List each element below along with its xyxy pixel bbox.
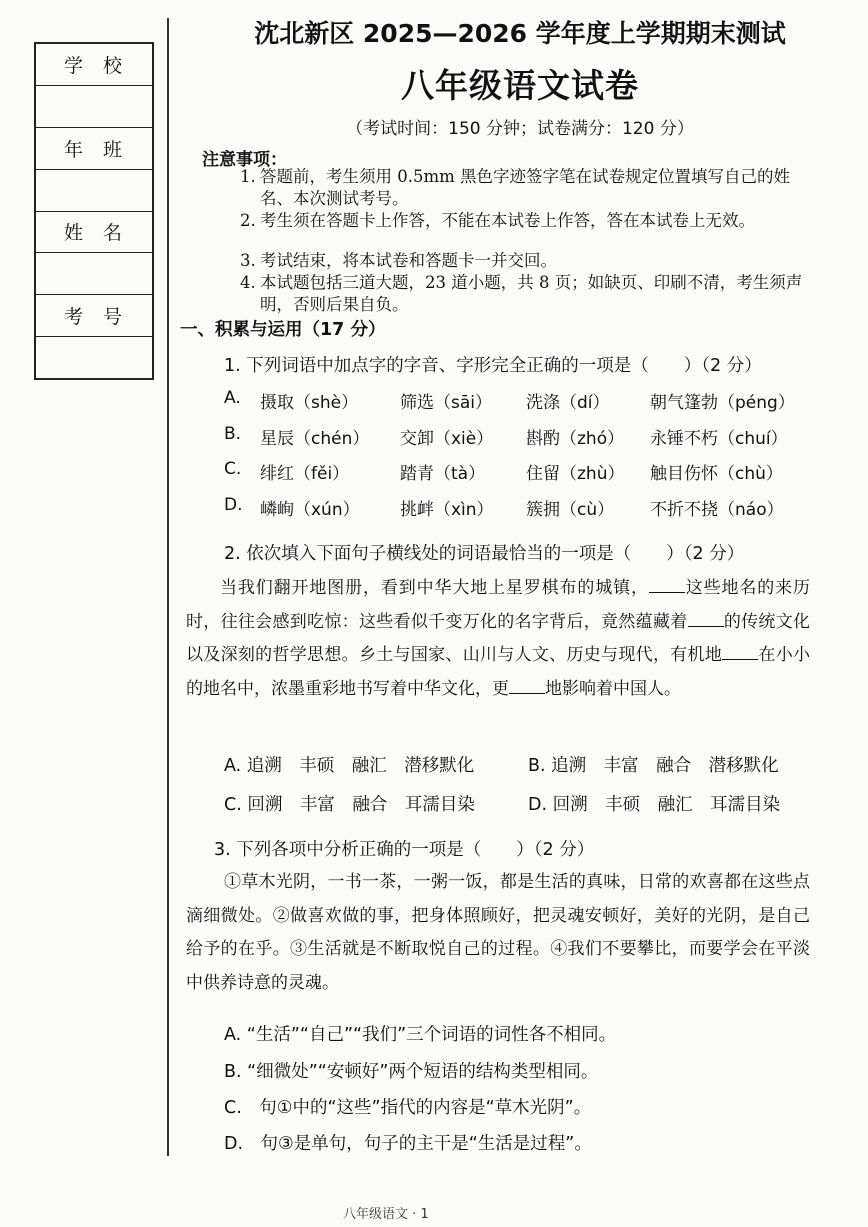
q2-option-b: B. 追溯 丰富 融合 潜移默化: [528, 756, 779, 776]
q3-option-a: A. “生活”“自己”“我们”三个词语的词性各不相同。: [224, 1025, 617, 1045]
fill-blank: [509, 679, 545, 694]
question-3-stem: 3. 下列各项中分析正确的一项是（ ）（2 分）: [214, 840, 595, 860]
class-label: 年班: [36, 128, 152, 170]
question-1-stem: 1. 下列词语中加点字的字音、字形完全正确的一项是（ ）（2 分）: [224, 356, 762, 376]
binding-line: [167, 18, 169, 1156]
q2-option-a: A. 追溯 丰硕 融汇 潜移默化: [224, 756, 475, 776]
notice-title: 注意事项：: [202, 150, 287, 170]
exam-info: （考试时间：150 分钟；试卷满分：120 分）: [346, 119, 694, 139]
notice-item: 2. 考生须在答题卡上作答，不能在本试卷上作答，答在本试卷上无效。: [240, 211, 755, 230]
page-footer: 八年级语文 · 1: [343, 1207, 429, 1222]
class-field[interactable]: [36, 170, 152, 212]
q2-option-d: D. 回溯 丰硕 融汇 耳濡目染: [528, 795, 781, 815]
number-field[interactable]: [36, 337, 152, 378]
q2-option-c: C. 回溯 丰富 融合 耳濡目染: [224, 795, 475, 815]
school-field[interactable]: [36, 86, 152, 128]
notice-item: 1. 答题前，考生须用 0.5mm 黑色字迹签字笔在试卷规定位置填写自己的姓名、本次测试考号。: [240, 167, 791, 208]
student-info-box: [34, 42, 154, 380]
q3-option-b: B. “细微处”“安顿好”两个短语的结构类型相同。: [224, 1062, 599, 1082]
section-heading: 一、积累与运用（17 分）: [180, 320, 386, 340]
fill-blank: [649, 578, 685, 593]
notice-item: 3. 考试结束，将本试卷和答题卡一并交回。: [240, 251, 557, 270]
q3-option-d: D. 句③是单句，句子的主干是“生活是过程”。: [224, 1134, 592, 1154]
school-label: 学校: [36, 44, 152, 86]
name-field[interactable]: [36, 253, 152, 295]
question-3-passage: ①草木光阴，一书一茶，一粥一饭，都是生活的真味，日常的欢喜都在这些点滴细微处。②做喜欢做的事，把身体照顾好，把灵魂安顿好，美好的光阴，是自己给予的在乎。③生活就是不断取悦自己的过程。④我们不要攀比，而要学会在平淡中供养诗意的灵魂。: [186, 872, 810, 993]
q3-option-c: C. 句①中的“这些”指代的内容是“草木光阴”。: [224, 1098, 592, 1118]
notice-item: 4. 本试题包括三道大题，23 道小题，共 8 页；如缺页、印刷不清，考生须声明，否则后果自负。: [240, 273, 803, 314]
fill-blank: [722, 645, 758, 660]
fill-blank: [688, 612, 724, 627]
number-label: 考号: [36, 295, 152, 337]
question-2-passage: 当我们翻开地图册，看到中华大地上星罗棋布的城镇， 这些地名的来历时，往往会感到吃惊：这些看似千变万化的名字背后，竟然蕴藏着 的传统文化以及深刻的哲学思想。乡土与国家、山川与人文、历史与现代，有机地 在小小的地名中，浓墨重彩地书写着中华文化，更 地影响着中国人。: [186, 578, 811, 699]
exam-title: 沈北新区 2025—2026 学年度上学期期末测试: [254, 19, 786, 48]
name-label: 姓名: [36, 212, 152, 254]
question-2-stem: 2. 依次填入下面句子横线处的词语最恰当的一项是（ ）（2 分）: [224, 544, 745, 564]
exam-subtitle: 八年级语文试卷: [401, 66, 639, 105]
